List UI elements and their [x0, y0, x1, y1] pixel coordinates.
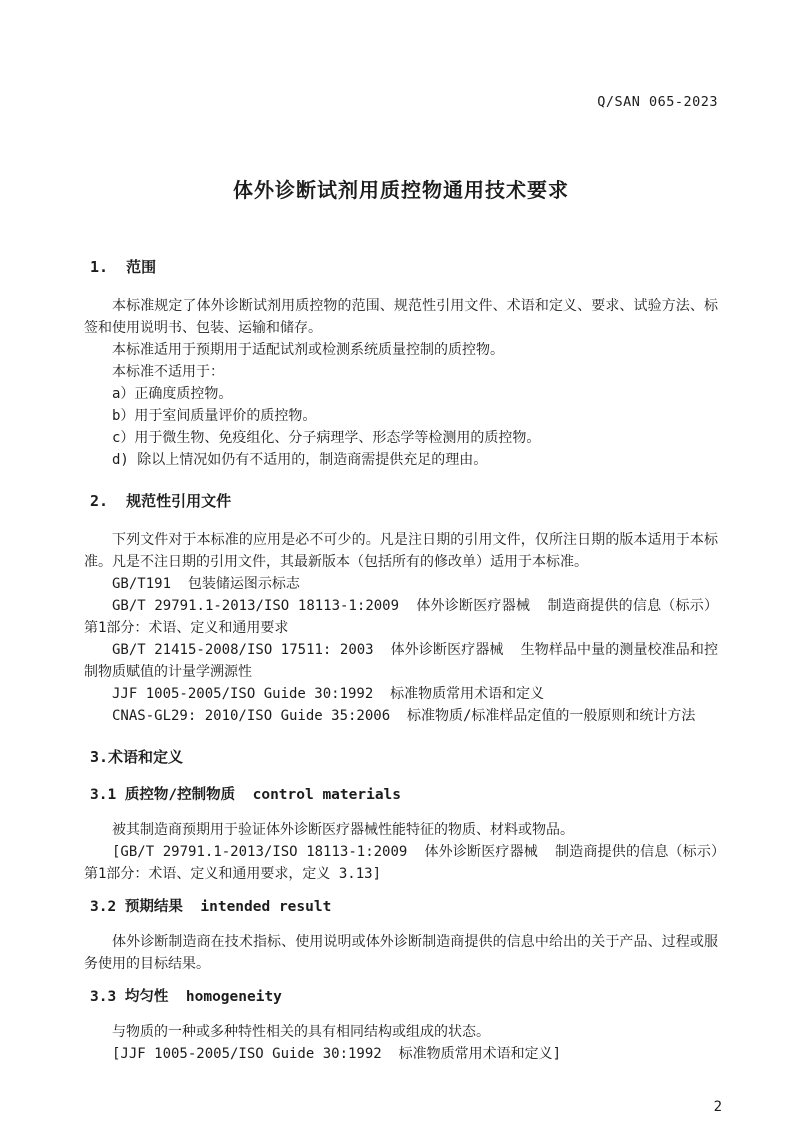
reference-gbt29791: GB/T 29791.1-2013/ISO 18113-1:2009 体外诊断医疗器械 制造商提供的信息（标示）第1部分：术语、定义和通用要求 — [84, 598, 718, 636]
document-code: Q/SAN 065-2023 — [597, 94, 718, 110]
section-scope — [84, 257, 718, 471]
reference-gbt21415: GB/T 21415-2008/ISO 17511: 2003 体外诊断医疗器械 生物样品中量的测量校准品和控制物质赋值的计量学溯源性 — [84, 642, 718, 680]
section-normative-references — [84, 491, 718, 727]
list-item-a: a）正确度质控物。 — [112, 386, 233, 402]
paragraph-references-intro: 下列文件对于本标准的应用是必不可少的。凡是注日期的引用文件，仅所注日期的版本适用于本标准。凡是不注日期的引用文件，其最新版本（包括所有的修改单）适用于本标准。 — [84, 532, 718, 570]
section-scope-heading: 1. 范围 — [90, 258, 157, 276]
list-item-b: b）用于室间质量评价的质控物。 — [112, 408, 317, 424]
paragraph-applicability: 本标准适用于预期用于适配试剂或检测系统质量控制的质控物。 — [112, 342, 504, 358]
term-homogeneity — [84, 987, 718, 1065]
section-terms-definitions — [84, 747, 718, 1065]
term-control-materials — [84, 785, 718, 885]
list-item-d: d) 除以上情况如仍有不适用的，制造商需提供充足的理由。 — [112, 452, 488, 468]
term-intended-result-definition: 体外诊断制造商在技术指标、使用说明或体外诊断制造商提供的信息中给出的关于产品、过程或服务使用的目标结果。 — [84, 934, 718, 972]
reference-jjf1005: JJF 1005-2005/ISO Guide 30:1992 标准物质常用术语和定义 — [112, 686, 545, 702]
term-intended-result-heading: 3.2 预期结果 intended result — [90, 899, 332, 915]
term-control-materials-definition: 被其制造商预期用于验证体外诊断医疗器械性能特征的物质、材料或物品。 — [112, 822, 574, 838]
paragraph-not-applicable: 本标准不适用于： — [112, 364, 224, 380]
term-homogeneity-heading: 3.3 均匀性 homogeneity — [90, 989, 282, 1005]
section-terms-heading: 3.术语和定义 — [90, 748, 184, 766]
term-intended-result — [84, 897, 718, 975]
reference-gbt191: GB/T191 包装储运图示标志 — [112, 576, 300, 592]
reference-cnas-gl29: CNAS-GL29: 2010/ISO Guide 35:2006 标准物质/标准样品定值的一般原则和统计方法 — [112, 708, 696, 724]
page-title: 体外诊断试剂用质控物通用技术要求 — [233, 178, 569, 202]
paragraph-scope: 本标准规定了体外诊断试剂用质控物的范围、规范性引用文件、术语和定义、要求、试验方法、标签和使用说明书、包装、运输和储存。 — [84, 298, 718, 336]
term-control-materials-source: [GB/T 29791.1-2013/ISO 18113-1:2009 体外诊断医疗器械 制造商提供的信息（标示）第1部分：术语、定义和通用要求，定义 3.13] — [84, 844, 718, 882]
section-references-heading: 2. 规范性引用文件 — [90, 492, 232, 510]
list-item-c: c）用于微生物、免疫组化、分子病理学、形态学等检测用的质控物。 — [112, 430, 541, 446]
term-homogeneity-definition: 与物质的一种或多种特性相关的具有相同结构或组成的状态。 — [112, 1024, 490, 1040]
page-number: 2 — [713, 1099, 722, 1115]
term-control-materials-heading: 3.1 质控物/控制物质 control materials — [90, 787, 402, 803]
term-homogeneity-source: [JJF 1005-2005/ISO Guide 30:1992 标准物质常用术语和定义] — [112, 1046, 562, 1062]
